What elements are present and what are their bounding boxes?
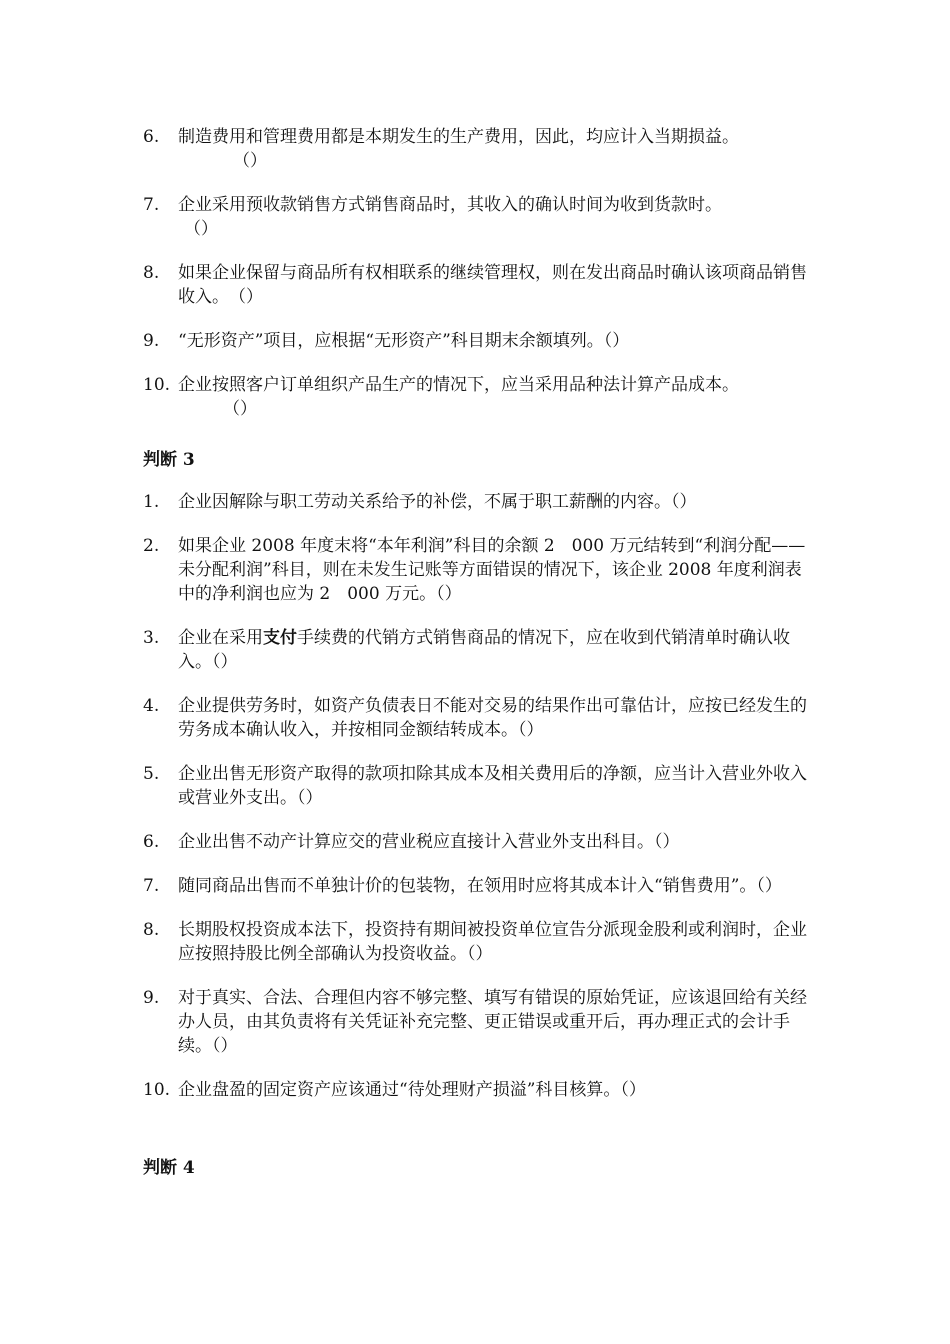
item-number: 9.: [143, 988, 160, 1008]
item-text: 企业出售不动产计算应交的营业税应直接计入营业外支出科目。（）: [178, 832, 680, 852]
item-text: 企业采用预收款销售方式销售商品时，其收入的确认时间为收到货款时。: [178, 195, 722, 215]
item-text: “无形资产”项目，应根据“无形资产”科目期末余额填列。（）: [178, 331, 630, 351]
list-item: [0, 830, 950, 854]
section-heading: 判断 4: [143, 1158, 195, 1178]
item-number: 8.: [143, 263, 160, 283]
list-item: [0, 125, 950, 173]
item-text: 企业出售无形资产取得的款项扣除其成本及相关费用后的净额，应当计入营业外收入或营业外支出。（）: [178, 764, 807, 808]
list-item: [0, 986, 950, 1058]
item-text: 如果企业保留与商品所有权相联系的继续管理权，则在发出商品时确认该项商品销售收入。 （）: [178, 263, 807, 307]
section-heading: 判断 3: [143, 450, 195, 470]
item-number: 6.: [143, 127, 160, 147]
item-number: 8.: [143, 920, 160, 940]
item-text-bold: 支付: [263, 628, 297, 648]
item-text: 对于真实、合法、合理但内容不够完整、填写有错误的原始凭证，应该退回给有关经办人员，由其负责将有关凭证补充完整、更正错误或重开后，再办理正式的会计手续。（）: [178, 988, 807, 1056]
item-number: 10.: [143, 1080, 171, 1100]
item-number: 5.: [143, 764, 160, 784]
question-list-section-3: [0, 490, 950, 1122]
list-item: [0, 918, 950, 966]
item-text: 企业提供劳务时，如资产负债表日不能对交易的结果作出可靠估计，应按已经发生的劳务成本确认收入，并按相同金额结转成本。（）: [178, 696, 807, 740]
item-number: 3.: [143, 628, 160, 648]
item-text-pre: 企业在采用: [178, 628, 263, 648]
question-list-previous: [0, 125, 950, 441]
item-number: 7.: [143, 195, 160, 215]
item-number: 10.: [143, 375, 171, 395]
answer-blank: （）: [184, 219, 218, 239]
item-text: 随同商品出售而不单独计价的包装物，在领用时应将其成本计入“销售费用”。（）: [178, 876, 782, 896]
list-item: [0, 329, 950, 353]
list-item: [0, 694, 950, 742]
item-text: 制造费用和管理费用都是本期发生的生产费用，因此，均应计入当期损益。: [178, 127, 739, 147]
list-item: [0, 874, 950, 898]
list-item: [0, 626, 950, 674]
list-item: [0, 1078, 950, 1102]
list-item: [0, 373, 950, 421]
item-number: 2.: [143, 536, 160, 556]
list-item: [0, 490, 950, 514]
item-text: 企业盘盈的固定资产应该通过“待处理财产损溢”科目核算。（）: [178, 1080, 646, 1100]
item-text: 企业按照客户订单组织产品生产的情况下，应当采用品种法计算产品成本。: [178, 375, 739, 395]
item-number: 9.: [143, 331, 160, 351]
answer-blank: （）: [233, 151, 267, 171]
item-text-post: 手续费的代销方式销售商品的情况下，应在收到代销清单时确认收入。（）: [178, 628, 790, 672]
item-text: 企业因解除与职工劳动关系给予的补偿，不属于职工薪酬的内容。（）: [178, 492, 697, 512]
item-number: 4.: [143, 696, 160, 716]
item-number: 7.: [143, 876, 160, 896]
list-item: [0, 762, 950, 810]
list-item: [0, 193, 950, 241]
answer-blank: （）: [223, 399, 257, 419]
list-item: [0, 534, 950, 606]
item-text: 长期股权投资成本法下，投资持有期间被投资单位宣告分派现金股利或利润时，企业应按照持股比例全部确认为投资收益。（）: [178, 920, 807, 964]
item-text: 如果企业 2008 年度末将“本年利润”科目的余额 2 000 万元结转到“利润分配——未分配利润”科目，则在未发生记账等方面错误的情况下，该企业 2008 年度利润表中的净利润也应为 2 000 万元。（）: [178, 536, 806, 604]
item-number: 6.: [143, 832, 160, 852]
item-number: 1.: [143, 492, 160, 512]
list-item: [0, 261, 950, 309]
